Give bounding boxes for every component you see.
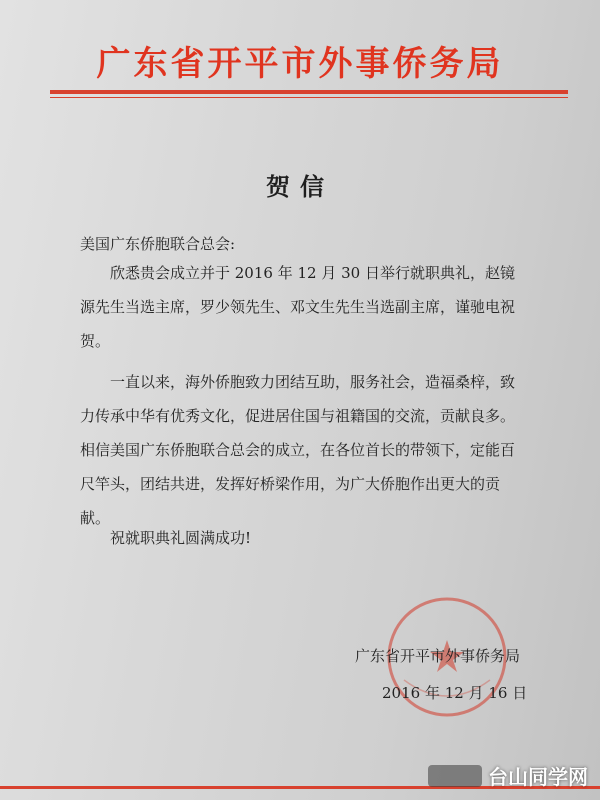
letter-salutation: 美国广东侨胞联合总会: <box>80 235 236 253</box>
letter-date: 2016 年 12 月 16 日 <box>382 684 528 702</box>
letter-paragraph-2: 一直以来，海外侨胞致力团结互助，服务社会，造福桑梓，致力传承中华有优秀文化，促进居住国与祖籍国的交流，贡献良多。相信美国广东侨胞联合总会的成立，在各位首长的带领下，定能百尺竿头，团结共进，发挥好桥梁作用，为广大侨胞作出更大的贡献。 <box>80 373 516 527</box>
letterhead-rule-thin <box>50 97 568 98</box>
letterhead-rule-thick <box>50 90 568 94</box>
watermark-logo-icon <box>428 765 482 787</box>
letter-signer: 广东省开平市外事侨务局 <box>355 647 521 665</box>
site-watermark <box>428 761 588 790</box>
watermark-site-name: 台山同学网 <box>488 765 588 789</box>
letterhead-org-name: 广东省开平市外事侨务局 <box>96 44 504 84</box>
letter-paragraph-1: 欣悉贵会成立并于 2016 年 12 月 30 日举行就职典礼，赵镜源先生当选主席，罗少领先生、邓文生先生当选副主席，谨驰电祝贺。 <box>80 264 516 350</box>
letter-closing: 祝就职典礼圆满成功! <box>110 529 252 547</box>
letter-title: 贺信 <box>266 173 334 201</box>
